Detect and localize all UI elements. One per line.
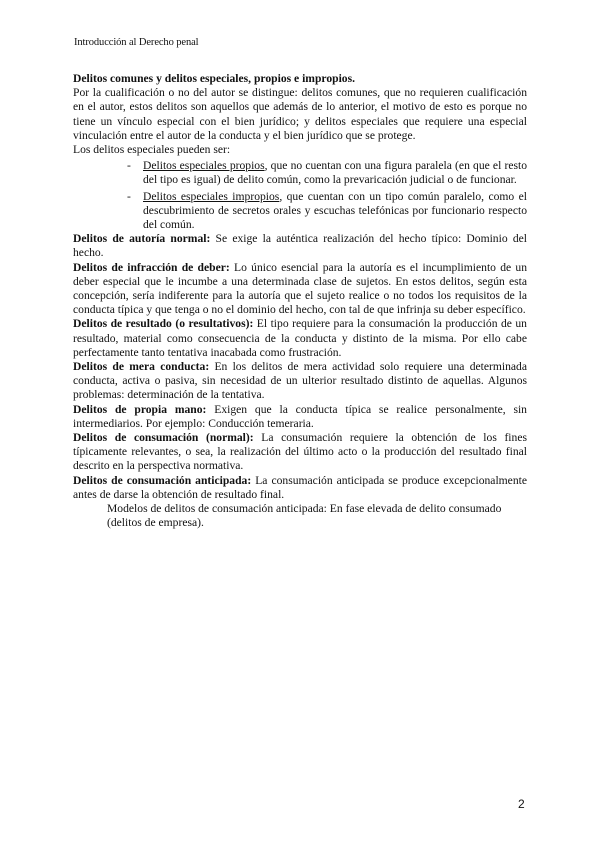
list-item-term: Delitos especiales propios [143, 159, 265, 173]
section-text: La consumación requiere la obtención de los fines típicamente relevantes, o sea, la realización del último acto o la producción del resultado final descrito en la perspectiva normativa. [73, 431, 527, 473]
list-item-term: Delitos especiales impropios [143, 189, 280, 203]
list-item [73, 159, 527, 187]
list-item [73, 190, 527, 233]
section-infraccion-deber [73, 261, 527, 318]
section-text: En los delitos de mera actividad solo requiere una determinada conducta, activa o pasiva, sin necesidad de un ulterior resultado distinto de aquellas. Algunos problemas: determinación de la tentativa. [73, 360, 527, 402]
list-dash: - [127, 159, 131, 173]
section-term: Delitos de resultado (o resultativos): [73, 317, 254, 331]
list-item-text: , que no cuentan con una figura paralela (en que el resto del tipo es igual) de delito común, como la prevaricación judicial o de funcionar. [143, 159, 527, 187]
special-crimes-list [73, 159, 527, 232]
section-term: Delitos de mera conducta: [73, 360, 210, 374]
page-content [73, 72, 527, 531]
section-consumacion-anticipada [73, 474, 527, 502]
section-propia-mano [73, 403, 527, 431]
section-term: Delitos de autoría normal: [73, 232, 211, 246]
section-resultado [73, 317, 527, 360]
section-term: Delitos de consumación (normal): [73, 431, 254, 445]
section-text: La consumación anticipada se produce excepcionalmente antes de darse la obtención de resultado final. [73, 473, 527, 501]
section-autoria-normal [73, 232, 527, 260]
section-text: El tipo requiere para la consumación la producción de un resultado, material como consecuencia de la conducta y distinto de la misma. Por ello cabe perfectamente tanto tentativa inacabada como frustración. [73, 317, 527, 359]
intro-paragraph: Por la cualificación o no del autor se distingue: delitos comunes, que no requieren cualificación en el autor, estos delitos son aquellos que además de lo anterior, el motivo de esto es porque no tiene un vínculo especial con el bien jurídico; y delitos especiales que requiere una especial vinculación entre el autor de la conducta y el bien jurídico que se protege. [73, 86, 527, 142]
section-term: Delitos de propia mano: [73, 402, 207, 416]
section-text: Exigen que la conducta típica se realice personalmente, sin intermediarios. Por ejemplo: Conducción temeraria. [73, 402, 527, 430]
section-text: Se exige la auténtica realización del hecho típico: Dominio del hecho. [73, 232, 527, 260]
section-term: Delitos de consumación anticipada: [73, 473, 252, 487]
list-dash: - [127, 189, 131, 203]
intro-heading: Delitos comunes y delitos especiales, propios e impropios. [73, 72, 356, 85]
section-mera-conducta [73, 360, 527, 403]
list-intro: Los delitos especiales pueden ser: [73, 143, 231, 157]
closing-note: Modelos de delitos de consumación anticipada: En fase elevada de delito consumado (delitos de empresa). [107, 502, 502, 530]
section-consumacion-normal [73, 431, 527, 474]
section-term: Delitos de infracción de deber: [73, 260, 230, 274]
running-header: Introducción al Derecho penal [74, 37, 199, 48]
list-item-text: , que cuentan con un tipo común paralelo, como el descubrimiento de secretos orales y escuchas telefónicas por funcionario respecto del común. [143, 189, 527, 232]
page-number: 2 [518, 797, 525, 811]
section-text: Lo único esencial para la autoría es el incumplimiento de un deber especial que le incumbe a una determinada clase de sujetos. En estos delitos, según esta concepción, sería indiferente para la autoría que el sujeto realice o no todos los requisitos de la conducta típica y que tenga o no el dominio del hecho, con tal de que infrinja su deber específico. [73, 260, 527, 317]
